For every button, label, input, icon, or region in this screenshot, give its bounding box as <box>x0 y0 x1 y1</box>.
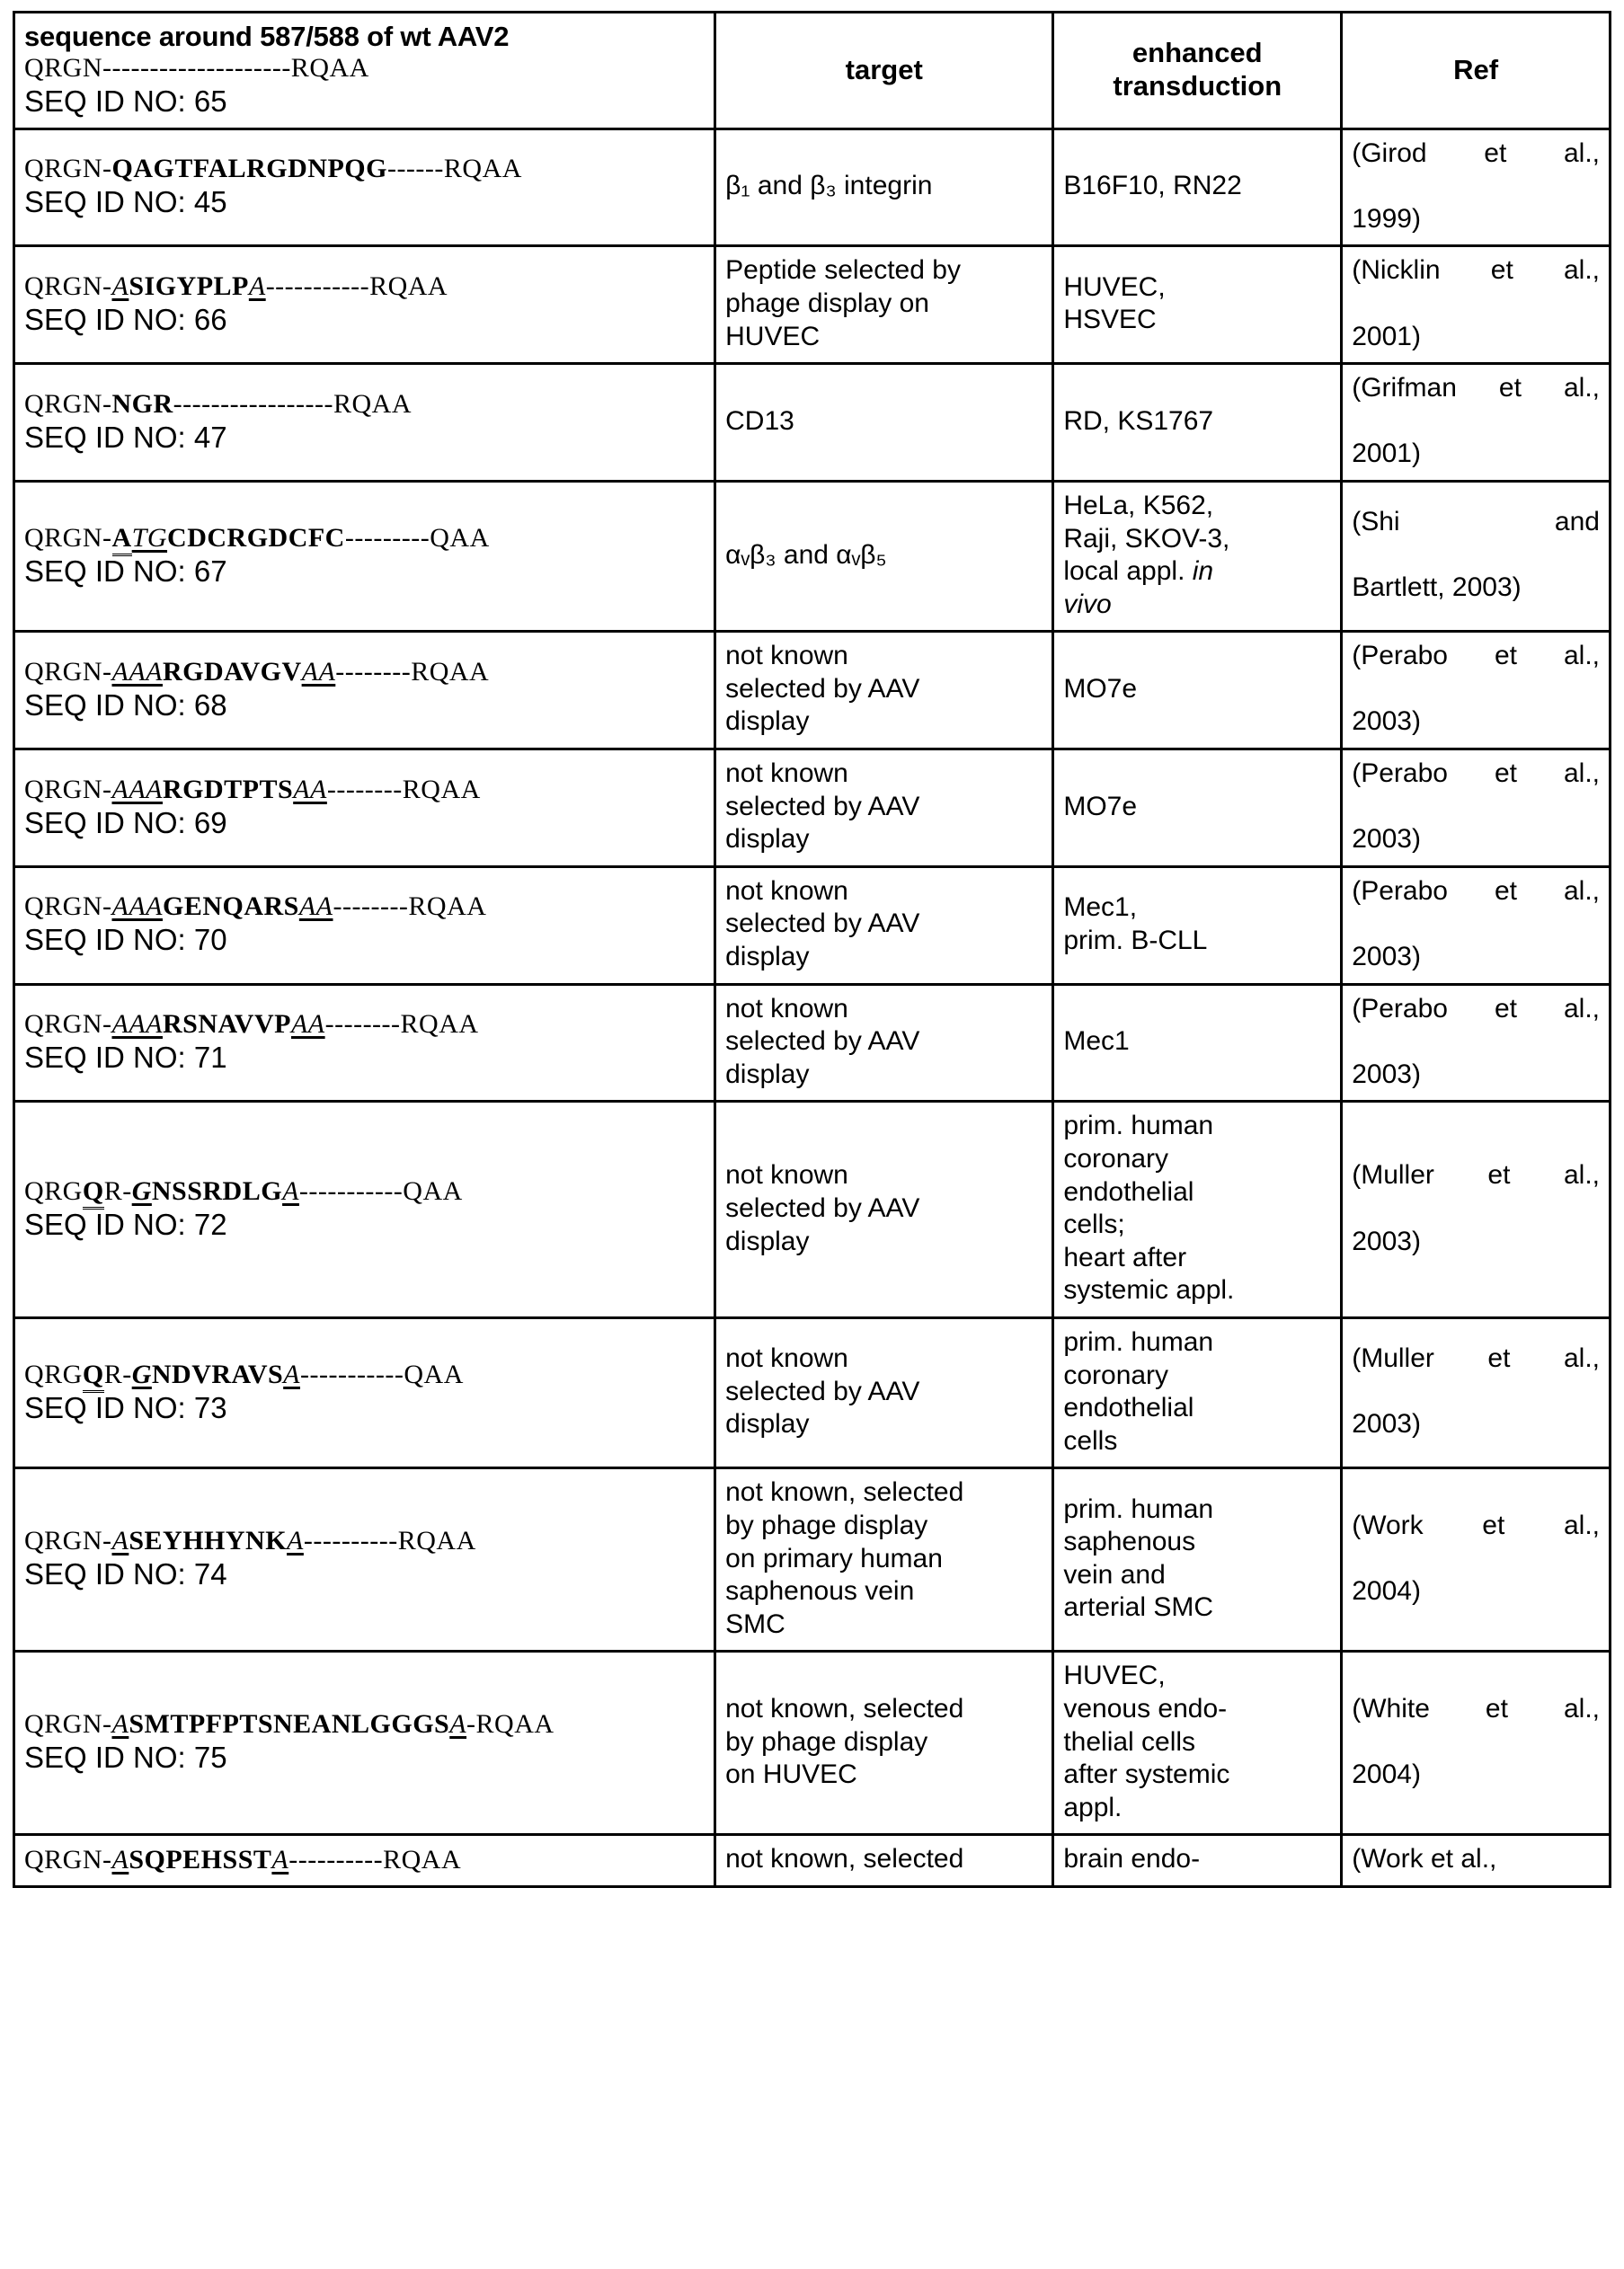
sequence-string: QRGN-ATGCDCRGDCFC---------QAA <box>24 523 705 553</box>
cell-sequence <box>14 481 715 631</box>
cell-target <box>715 364 1053 482</box>
sequence-seq-id: SEQ ID NO: 71 <box>24 1041 227 1075</box>
table-row <box>14 1468 1611 1652</box>
enhanced-text: MO7e <box>1063 791 1138 821</box>
header-enhanced-line1: enhanced <box>1131 37 1263 69</box>
sequence-string: QRGN-ASEYHHYNKA----------RQAA <box>24 1526 476 1556</box>
ref-text: (Muller et al., 2003) <box>1352 1160 1600 1256</box>
sequence-seq-id: SEQ ID NO: 70 <box>24 923 227 957</box>
cell-sequence <box>14 1468 715 1652</box>
ref-text: (Work et al., <box>1352 1844 1497 1875</box>
cell-enhanced-transduction <box>1053 129 1342 246</box>
cell-sequence <box>14 1317 715 1467</box>
table-row <box>14 1652 1611 1835</box>
cell-ref <box>1342 1652 1611 1835</box>
cell-ref <box>1342 129 1611 246</box>
cell-sequence <box>14 632 715 749</box>
enhanced-text: Mec1 <box>1063 1026 1130 1057</box>
table-row <box>14 984 1611 1102</box>
ref-text: (Nicklin et al., 2001) <box>1352 255 1600 351</box>
target-text: not known, selected by phage display on primary human saphenous vein SMC <box>725 1477 964 1639</box>
sequence-string: QRGN-AAARSNAVVPAA--------RQAA <box>24 1009 479 1040</box>
sequence-string: QRGN-QAGTFALRGDNPQG------RQAA <box>24 154 522 183</box>
table-row <box>14 129 1611 246</box>
sequence-seq-id: SEQ ID NO: 67 <box>24 554 227 588</box>
cell-enhanced-transduction <box>1053 1102 1342 1318</box>
cell-sequence <box>14 364 715 482</box>
ref-text: (Perabo et al., 2003) <box>1352 758 1600 855</box>
cell-ref <box>1342 749 1611 867</box>
table-body <box>14 129 1611 1886</box>
header-sequence-wt: QRGN--------------------RQAA <box>24 52 369 83</box>
sequence-seq-id: SEQ ID NO: 74 <box>24 1557 227 1591</box>
cell-enhanced-transduction <box>1053 481 1342 631</box>
cell-sequence <box>14 984 715 1102</box>
cell-ref <box>1342 1102 1611 1318</box>
cell-ref <box>1342 246 1611 364</box>
target-text: not known selected by AAV display <box>725 875 920 972</box>
cell-sequence <box>14 1652 715 1835</box>
cell-ref <box>1342 984 1611 1102</box>
enhanced-text: B16F10, RN22 <box>1063 171 1242 201</box>
enhanced-text: HUVEC, venous endo- thelial cells after systemic appl. <box>1063 1661 1230 1822</box>
sequence-string: QRGN-NGR-----------------RQAA <box>24 388 413 419</box>
cell-enhanced-transduction <box>1053 1317 1342 1467</box>
sequence-string: QRGN-AAARGDTPTSAA--------RQAA <box>24 774 481 804</box>
ref-text: (White et al., 2004) <box>1352 1693 1600 1790</box>
table-row <box>14 1102 1611 1318</box>
cell-sequence <box>14 129 715 246</box>
enhanced-text: prim. human saphenous vein and arterial SMC <box>1063 1493 1214 1623</box>
table-row <box>14 246 1611 364</box>
cell-sequence <box>14 1835 715 1887</box>
cell-sequence <box>14 749 715 867</box>
cell-target <box>715 984 1053 1102</box>
cell-enhanced-transduction <box>1053 984 1342 1102</box>
cell-enhanced-transduction <box>1053 866 1342 984</box>
enhanced-text: prim. human coronary endothelial cells <box>1063 1326 1214 1456</box>
enhanced-text: brain endo- <box>1063 1844 1201 1875</box>
cell-ref <box>1342 481 1611 631</box>
header-cell-sequence <box>14 13 715 129</box>
ref-text: (Shi and Bartlett, 2003) <box>1352 507 1600 603</box>
target-text: not known selected by AAV display <box>725 1160 920 1256</box>
target-text: Peptide selected by phage display on HUVEC <box>725 255 961 351</box>
ref-text: (Girod et al., 1999) <box>1352 137 1600 234</box>
cell-ref <box>1342 866 1611 984</box>
target-text: not known, selected by phage display on HUVEC <box>725 1693 964 1790</box>
sequence-seq-id: SEQ ID NO: 69 <box>24 805 227 839</box>
enhanced-text: HeLa, K562, Raji, SKOV-3, local appl. in vivo <box>1063 490 1230 619</box>
table-row <box>14 749 1611 867</box>
target-text: CD13 <box>725 405 794 436</box>
sequence-string: QRGN-ASQPEHSSTA----------RQAA <box>24 1845 462 1875</box>
cell-target <box>715 866 1053 984</box>
cell-target <box>715 632 1053 749</box>
cell-enhanced-transduction <box>1053 632 1342 749</box>
header-row <box>14 13 1611 129</box>
target-text: β₁ and β₃ integrin <box>725 171 933 201</box>
sequence-seq-id: SEQ ID NO: 45 <box>24 185 227 218</box>
enhanced-text: prim. human coronary endothelial cells; heart after systemic appl. <box>1063 1111 1235 1306</box>
enhanced-text: Mec1, prim. B-CLL <box>1063 892 1208 955</box>
sequence-string: QRGN-AAARGDAVGVAA--------RQAA <box>24 656 490 687</box>
header-enhanced-label <box>1063 36 1331 102</box>
sequence-string: QRGQR-GNSSRDLGA-----------QAA <box>24 1176 705 1206</box>
sequence-seq-id: SEQ ID NO: 66 <box>24 302 227 336</box>
sequence-seq-id: SEQ ID NO: 75 <box>24 1741 227 1775</box>
sequence-string: QRGN-ASMTPFPTSNEANLGGGSA-RQAA <box>24 1709 555 1740</box>
sequence-seq-id: SEQ ID NO: 72 <box>24 1207 227 1241</box>
target-text: αᵥβ₃ and αᵥβ₅ <box>725 539 887 570</box>
cell-sequence <box>14 246 715 364</box>
cell-ref <box>1342 364 1611 482</box>
cell-target <box>715 1652 1053 1835</box>
sequence-seq-id: SEQ ID NO: 68 <box>24 687 227 722</box>
cell-target <box>715 1468 1053 1652</box>
header-sequence-title: sequence around 587/588 of wt AAV2 <box>24 21 510 52</box>
header-enhanced-line2: transduction <box>1113 70 1282 102</box>
ref-text: (Perabo et al., 2003) <box>1352 641 1600 737</box>
table-header <box>14 13 1611 129</box>
sequence-seq-id: SEQ ID NO: 73 <box>24 1390 227 1424</box>
cell-sequence <box>14 866 715 984</box>
cell-enhanced-transduction <box>1053 364 1342 482</box>
ref-text: (Muller et al., 2003) <box>1352 1343 1600 1440</box>
cell-target <box>715 1835 1053 1887</box>
table-row <box>14 1317 1611 1467</box>
ref-text: (Perabo et al., 2003) <box>1352 875 1600 972</box>
target-text: not known, selected <box>725 1844 964 1875</box>
table-row <box>14 1835 1611 1887</box>
cell-enhanced-transduction <box>1053 246 1342 364</box>
table-row <box>14 866 1611 984</box>
ref-text: (Perabo et al., 2003) <box>1352 993 1600 1089</box>
cell-target <box>715 749 1053 867</box>
target-text: not known selected by AAV display <box>725 758 920 855</box>
cell-ref <box>1342 1468 1611 1652</box>
cell-enhanced-transduction <box>1053 749 1342 867</box>
header-ref-label: Ref <box>1453 53 1499 85</box>
cell-sequence <box>14 1102 715 1318</box>
sequence-string: QRGN-AAAGENQARSAA--------RQAA <box>24 891 487 922</box>
enhanced-text: RD, KS1767 <box>1063 405 1214 436</box>
sequence-table <box>13 11 1611 1888</box>
header-target-label: target <box>845 53 923 85</box>
header-cell-ref <box>1342 13 1611 129</box>
ref-text: (Grifman et al., 2001) <box>1352 373 1600 469</box>
cell-ref <box>1342 1317 1611 1467</box>
sequence-string: QRGQR-GNDVRAVSA-----------QAA <box>24 1360 705 1389</box>
table-row <box>14 481 1611 631</box>
cell-target <box>715 1102 1053 1318</box>
header-sequence-seqid: SEQ ID NO: 65 <box>24 84 227 118</box>
cell-target <box>715 246 1053 364</box>
target-text: not known selected by AAV display <box>725 641 920 737</box>
header-cell-enhanced <box>1053 13 1342 129</box>
cell-enhanced-transduction <box>1053 1835 1342 1887</box>
table-row <box>14 364 1611 482</box>
enhanced-text: HUVEC, HSVEC <box>1063 271 1166 335</box>
cell-enhanced-transduction <box>1053 1468 1342 1652</box>
target-text: not known selected by AAV display <box>725 993 920 1089</box>
header-cell-target <box>715 13 1053 129</box>
ref-text: (Work et al., 2004) <box>1352 1510 1600 1607</box>
cell-target <box>715 129 1053 246</box>
sequence-string: QRGN-ASIGYPLPA-----------RQAA <box>24 270 448 301</box>
table-row <box>14 632 1611 749</box>
cell-enhanced-transduction <box>1053 1652 1342 1835</box>
sequence-seq-id: SEQ ID NO: 47 <box>24 420 227 454</box>
cell-target <box>715 1317 1053 1467</box>
cell-target <box>715 481 1053 631</box>
cell-ref <box>1342 632 1611 749</box>
cell-ref <box>1342 1835 1611 1887</box>
enhanced-text: MO7e <box>1063 673 1138 704</box>
target-text: not known selected by AAV display <box>725 1343 920 1440</box>
